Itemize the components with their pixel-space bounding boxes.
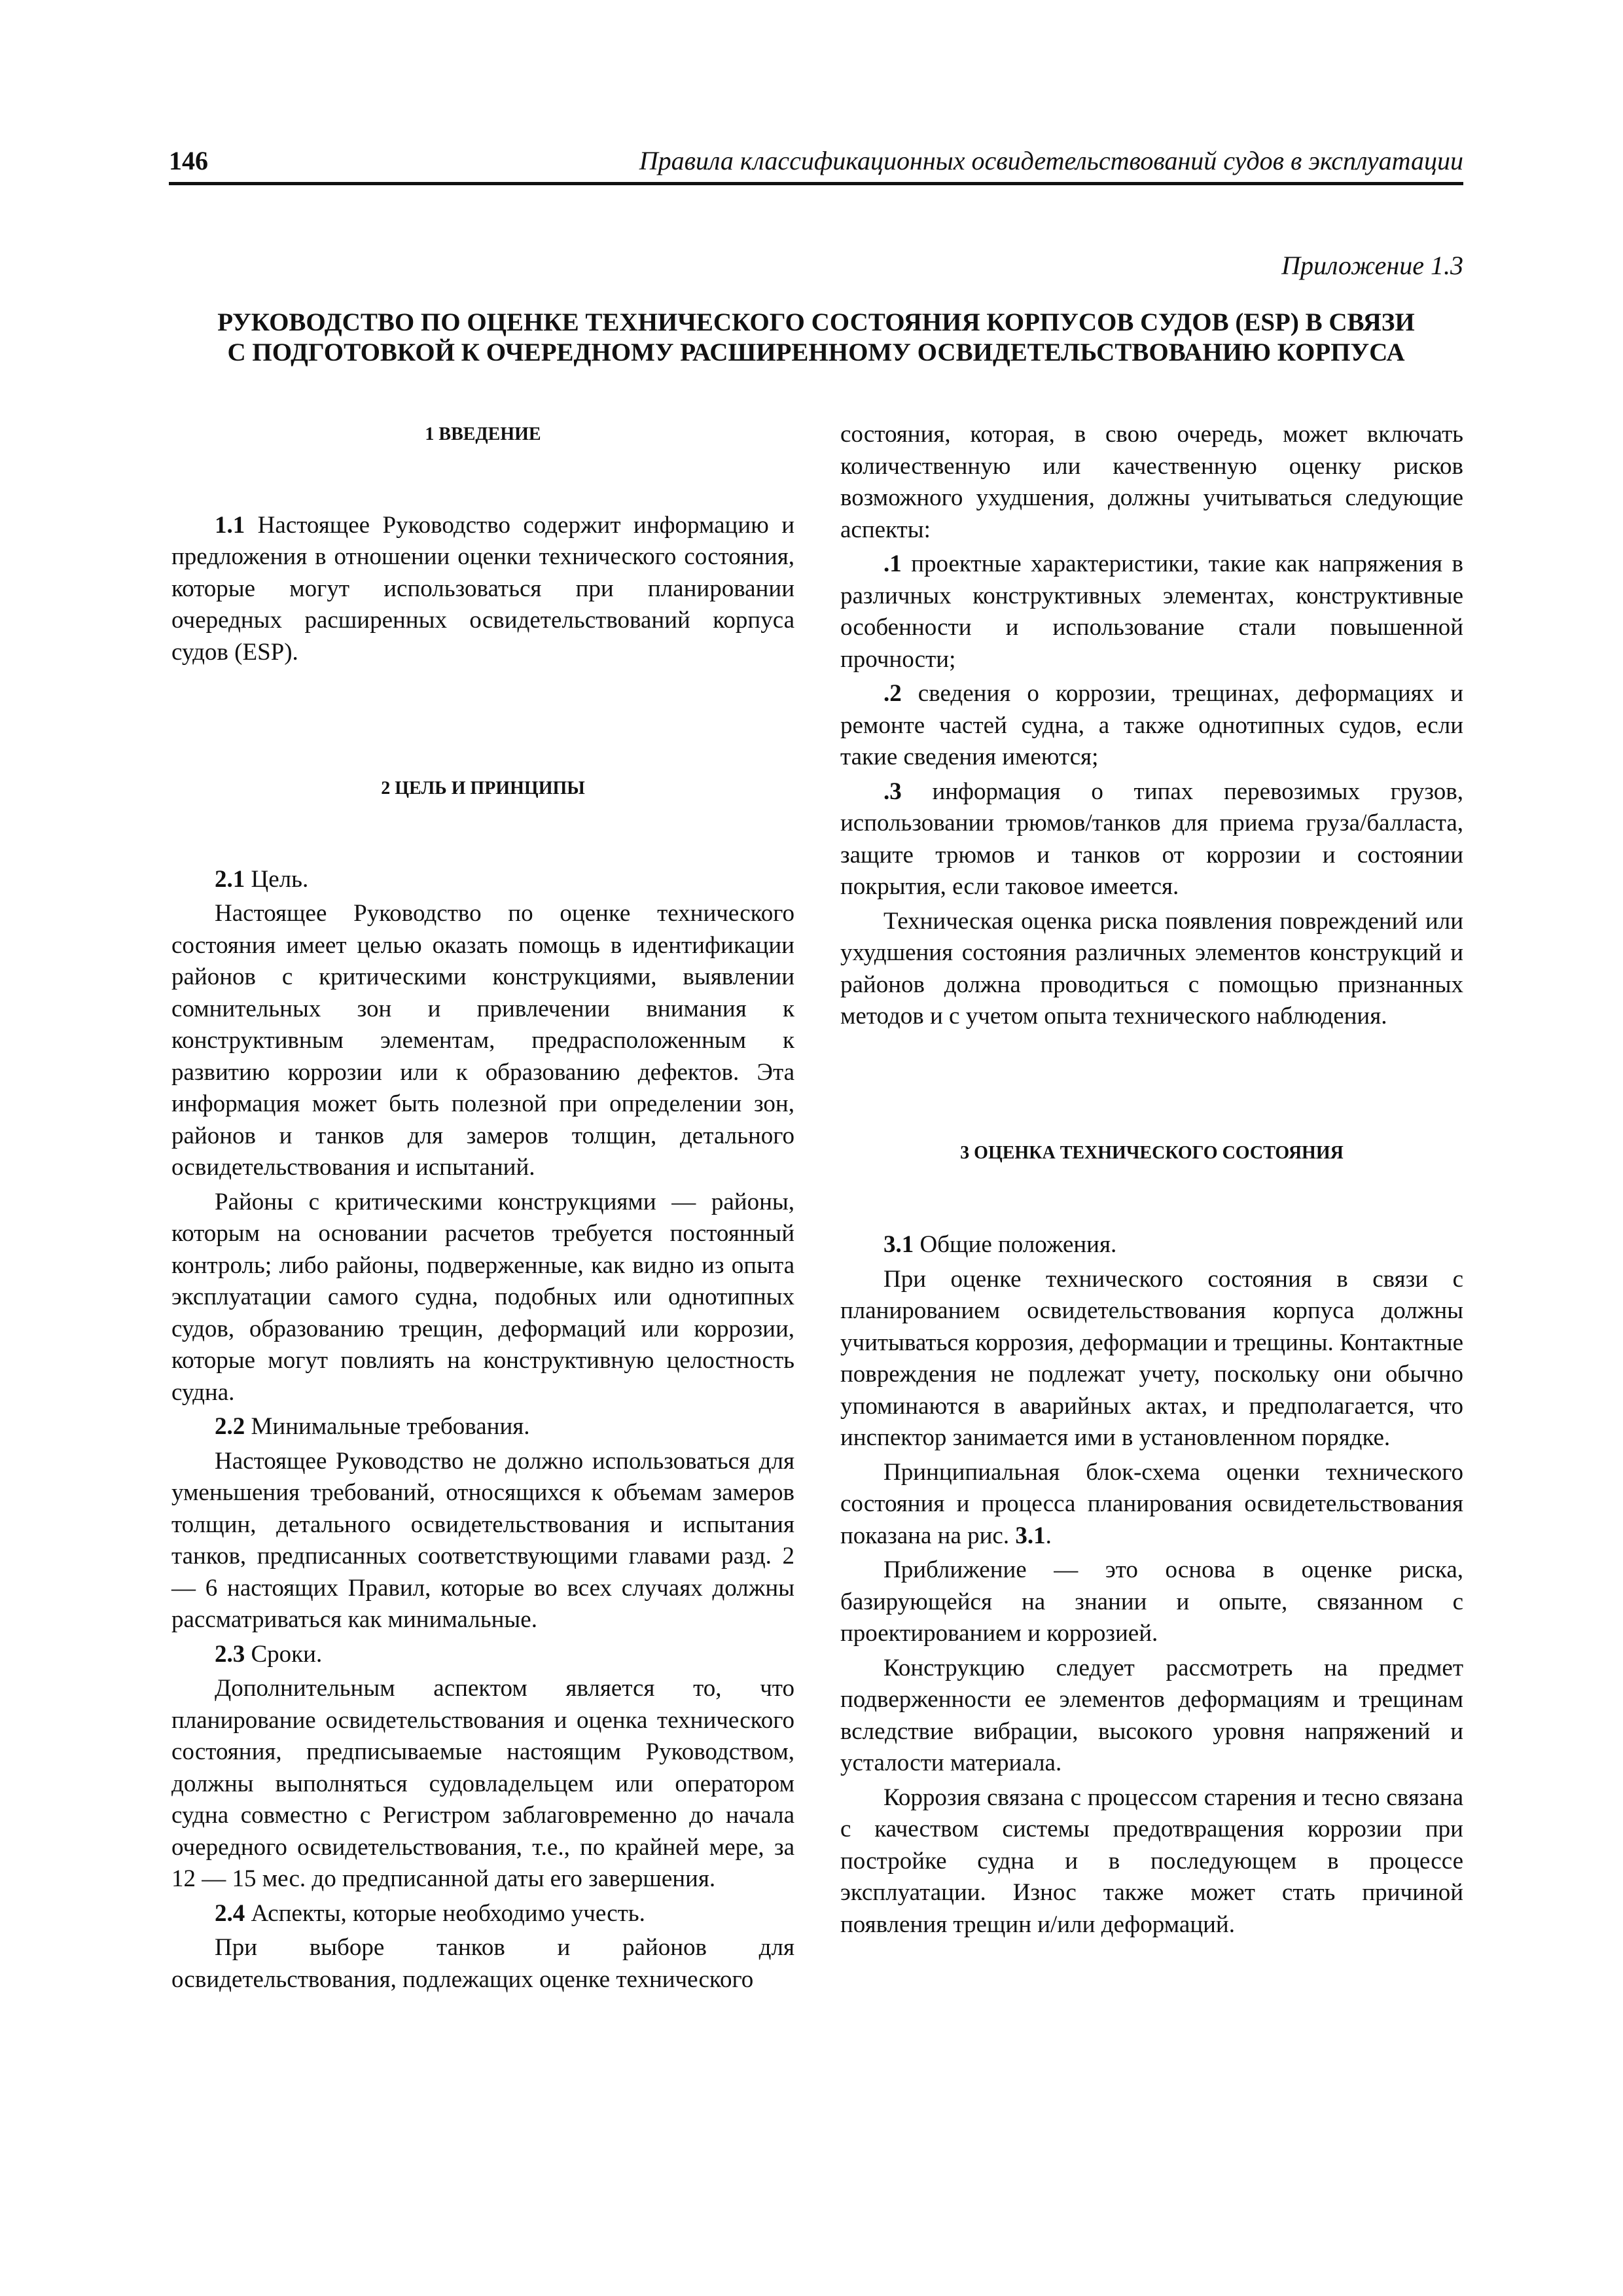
clause-number: 1.1 <box>215 511 245 539</box>
page-number: 146 <box>169 146 208 175</box>
document-title <box>169 308 1463 368</box>
list-item-1: .1 проектные характеристики, такие как напряжения в различных конструктивных элементах, конструктивные особенности и использование стали повышенной прочности; <box>840 550 1463 673</box>
clause-number: 2.4 <box>215 1899 245 1927</box>
paragraph-3-1-c: Приближение — это основа в оценке риска, базирующейся на знании и опыте, связанном с проектированием и коррозией. <box>840 1556 1463 1647</box>
list-item-3: .3 информация о типах перевозимых грузов, использовании трюмов/танков для приема груза/балласта, защите трюмов и танков от коррозии и состоянии покрытия, если таковое имеется. <box>840 778 1463 900</box>
paragraph-2-1-a: Настоящее Руководство по оценке технического состояния имеет целью оказать помощь в идентификации районов с критическими конструкциями, выявлении сомнительных зон и привлечении внимания к конструктивным элементам, предрасположенным к развитию коррозии или к образованию дефектов. Эта информация может быть полезной при определении зон, районов и танков для замеров толщин, детального освидетельствования и испытаний. <box>171 900 794 1181</box>
paragraph-2-4-continued: состояния, которая, в свою очередь, может включать количественную или качественную оценку рисков возможного ухудшения, должны учитываться следующие аспекты: <box>840 421 1463 543</box>
paragraph-3-1-e: Коррозия связана с процессом старения и тесно связана с качеством системы предотвращения коррозии при постройке судна и в последующем в процессе эксплуатации. Износ также может стать причиной появления трещин и/или деформаций. <box>840 1784 1463 1938</box>
list-number: .2 <box>883 680 902 707</box>
clause-number: 3.1 <box>883 1231 914 1258</box>
subsection-2-3-title: 2.3 Сроки. <box>215 1640 323 1668</box>
clause-number: 2.1 <box>215 865 245 893</box>
subsection-2-1-title: 2.1 Цель. <box>215 865 309 893</box>
document-title-line-1: РУКОВОДСТВО ПО ОЦЕНКЕ ТЕХНИЧЕСКОГО СОСТОЯНИЯ КОРПУСОВ СУДОВ (ESP) В СВЯЗИ <box>217 308 1415 336</box>
subsection-2-4-title: 2.4 Аспекты, которые необходимо учесть. <box>215 1899 645 1927</box>
section-heading-2: 2 ЦЕЛЬ И ПРИНЦИПЫ <box>381 778 585 798</box>
clause-number: 2.2 <box>215 1413 245 1440</box>
paragraph-2-4: При выборе танков и районов для освидетельствования, подлежащих оценке технического <box>171 1934 794 1993</box>
paragraph-risk-assessment: Техническая оценка риска появления повреждений или ухудшения состояния различных элементов конструкций и районов должна проводиться с помощью признанных методов и с учетом опыта технического наблюдения. <box>840 907 1463 1030</box>
paragraph-2-1-b: Районы с критическими конструкциями — районы, которым на основании расчетов требуется постоянный контроль; либо районы, подверженные, как видно из опыта эксплуатации самого судна, подобных или однотипных судов, образованию трещин, деформаций или коррозии, которые могут повлиять на конструктивную целостность судна. <box>171 1188 794 1406</box>
list-item-2: .2 сведения о коррозии, трещинах, деформациях и ремонте частей судна, а также однотипных судов, если такие сведения имеются; <box>840 680 1463 770</box>
document-title-line-2: С ПОДГОТОВКОЙ К ОЧЕРЕДНОМУ РАСШИРЕННОМУ ОСВИДЕТЕЛЬСТВОВАНИЮ КОРПУСА <box>227 338 1405 367</box>
paragraph-2-2: Настоящее Руководство не должно использоваться для уменьшения требований, относящихся к объемам замеров толщин, детального освидетельствования и испытания танков, предписанных соответствующими главами разд. 2 — 6 настоящих Правил, которые во всех случаях должны рассматриваться как минимальные. <box>171 1447 794 1633</box>
figure-reference: 3.1 <box>1015 1522 1046 1549</box>
paragraph-2-3: Дополнительным аспектом является то, что планирование освидетельствования и оценка технического состояния, предписываемые настоящим Руководством, должны выполняться судовладельцем или оператором судна совместно с Регистром заблаговременно до начала очередного освидетельствования, т.е., по крайней мере, за 12 — 15 мес. до предписанной даты его завершения. <box>171 1675 794 1892</box>
appendix-label: Приложение 1.3 <box>1281 251 1463 280</box>
section-heading-1: 1 ВВЕДЕНИЕ <box>425 424 541 444</box>
list-number: .3 <box>883 778 902 805</box>
subsection-3-1-title: 3.1 Общие положения. <box>883 1231 1117 1258</box>
paragraph-1-1: 1.1 Настоящее Руководство содержит информацию и предложения в отношении оценки технического состояния, которые могут использоваться при планировании очередных расширенных освидетельствований корпуса судов (ESP). <box>171 511 794 666</box>
running-title: Правила классификационных освидетельствований судов в эксплуатации <box>639 146 1463 175</box>
subsection-2-2-title: 2.2 Минимальные требования. <box>215 1413 530 1440</box>
paragraph-3-1-a: При оценке технического состояния в связи с планированием освидетельствования корпуса должны учитываться коррозия, деформации и трещины. Контактные повреждения не подлежат учету, поскольку они обычно упоминаются в аварийных актах, и предполагается, что инспектор занимается ими в установленном порядке. <box>840 1265 1463 1451</box>
paragraph-3-1-b: Принципиальная блок-схема оценки технического состояния и процесса планирования освидетельствования показана на рис. 3.1. <box>840 1458 1463 1549</box>
left-column <box>171 419 794 1998</box>
right-column <box>840 419 1463 1943</box>
clause-number: 2.3 <box>215 1640 245 1668</box>
paragraph-3-1-d: Конструкцию следует рассмотреть на предмет подверженности ее элементов деформациям и трещинам вследствие вибрации, высокого уровня напряжений и усталости материала. <box>840 1654 1463 1776</box>
section-heading-3: 3 ОЦЕНКА ТЕХНИЧЕСКОГО СОСТОЯНИЯ <box>960 1142 1344 1163</box>
page-header <box>169 145 1463 185</box>
list-number: .1 <box>883 550 902 577</box>
